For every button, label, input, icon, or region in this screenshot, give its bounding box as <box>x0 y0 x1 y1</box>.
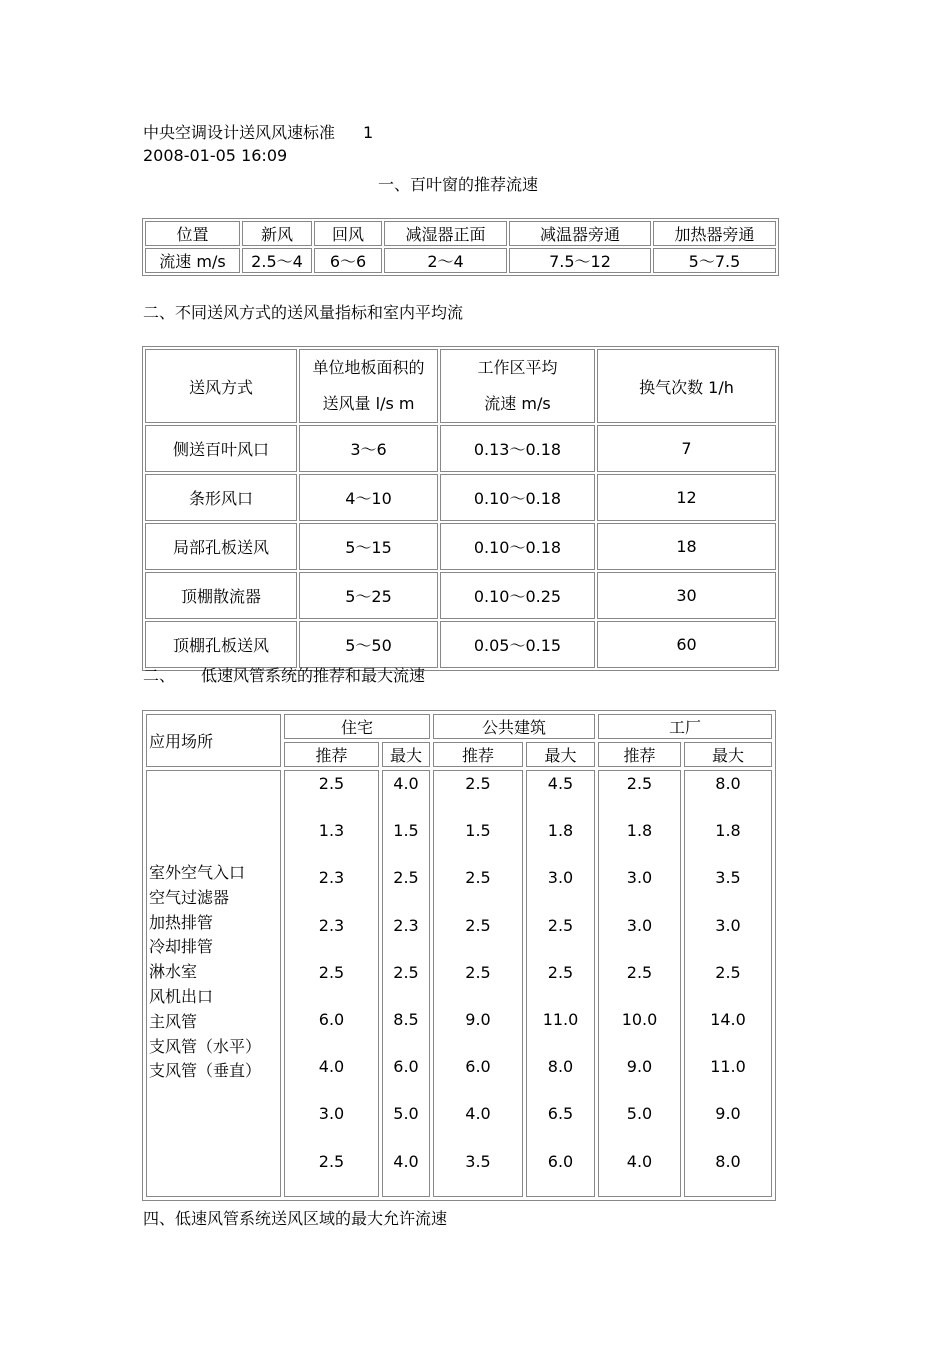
table-cell: 2.5～4 <box>242 248 312 273</box>
value-cell: 2.5 <box>393 962 419 982</box>
value-column <box>598 770 681 1197</box>
value-cell: 3.5 <box>715 868 741 888</box>
table-row <box>145 425 776 472</box>
value-cell: 4.0 <box>393 774 419 793</box>
value-cell: 1.5 <box>393 821 419 841</box>
value-cell: 1.8 <box>626 821 653 841</box>
value-cell: 3.0 <box>715 915 741 935</box>
value-cell: 5.0 <box>393 1104 419 1124</box>
application-header: 应用场所 <box>146 714 281 767</box>
value-cell: 1.8 <box>715 821 741 841</box>
value-cell: 6.0 <box>393 1057 419 1077</box>
value-cell: 1.3 <box>318 821 345 841</box>
col-header: 新风 <box>242 221 312 246</box>
value-cell: 2.5 <box>318 1151 345 1171</box>
value-cell: 2.3 <box>393 915 419 935</box>
subcol-header: 最大 <box>684 742 772 767</box>
table-cell: 0.10～0.25 <box>440 572 595 619</box>
value-cell: 10.0 <box>621 1009 658 1029</box>
table-row <box>145 621 776 668</box>
value-cell: 6.5 <box>547 1104 574 1124</box>
value-cell: 9.0 <box>626 1057 653 1077</box>
col-header-line: 单位地板面积的 <box>312 358 425 377</box>
table-cell: 局部孔板送风 <box>145 523 297 570</box>
col-header: 回风 <box>314 221 382 246</box>
value-cell: 4.0 <box>393 1151 419 1171</box>
value-cell: 3.0 <box>547 868 574 888</box>
table-header-row <box>146 714 772 739</box>
value-cell: 3.0 <box>626 915 653 935</box>
value-cell: 2.5 <box>465 774 491 793</box>
table-cell: 5～7.5 <box>653 248 776 273</box>
section2-heading: 二、不同送风方式的送风量指标和室内平均流 <box>143 303 464 322</box>
table-cell: 0.10～0.18 <box>440 523 595 570</box>
table-row <box>145 572 776 619</box>
table-cell: 0.13～0.18 <box>440 425 595 472</box>
title-text: 中央空调设计送风风速标准 <box>143 123 336 142</box>
value-cell: 14.0 <box>710 1009 746 1029</box>
col-header <box>440 349 595 423</box>
value-cell: 4.5 <box>547 774 574 793</box>
table-header-row <box>145 349 776 423</box>
col-header-line: 工作区平均 <box>477 358 558 377</box>
place-label: 空气过滤器 <box>149 887 230 907</box>
value-cell: 2.5 <box>465 868 491 888</box>
col-header: 送风方式 <box>145 349 297 423</box>
subcol-header: 推荐 <box>433 742 523 767</box>
col-header: 位置 <box>145 221 240 246</box>
value-cell: 2.5 <box>626 962 653 982</box>
table-cell: 5～15 <box>299 523 438 570</box>
place-label: 淋水室 <box>149 962 198 982</box>
duct-velocity-table <box>142 710 776 1201</box>
table-cell: 30 <box>597 572 776 619</box>
col-header: 减湿器正面 <box>384 221 507 246</box>
section1-heading: 一、百叶窗的推荐流速 <box>378 175 539 194</box>
value-cell: 2.5 <box>393 868 419 888</box>
subcol-header: 最大 <box>526 742 595 767</box>
table-cell: 7 <box>597 425 776 472</box>
value-cell: 9.0 <box>465 1009 491 1029</box>
value-column <box>684 770 772 1197</box>
value-cell: 4.0 <box>318 1057 345 1077</box>
table-cell: 12 <box>597 474 776 521</box>
table-row <box>145 474 776 521</box>
supply-air-table <box>142 346 779 671</box>
table-cell: 流速 m/s <box>145 248 240 273</box>
value-column <box>526 770 595 1197</box>
value-cell: 5.0 <box>626 1104 653 1124</box>
table-cell: 18 <box>597 523 776 570</box>
table-cell: 侧送百叶风口 <box>145 425 297 472</box>
table-cell: 6～6 <box>314 248 382 273</box>
table-cell: 5～25 <box>299 572 438 619</box>
value-cell: 2.5 <box>465 915 491 935</box>
value-cell: 1.8 <box>547 821 574 841</box>
place-label: 室外空气入口 <box>149 863 246 882</box>
title-number: 1 <box>363 123 374 142</box>
value-cell: 2.5 <box>318 774 345 793</box>
table-cell: 条形风口 <box>145 474 297 521</box>
table-cell: 0.05～0.15 <box>440 621 595 668</box>
value-cell: 3.5 <box>465 1151 491 1171</box>
value-cell: 2.5 <box>318 962 345 982</box>
value-cell: 2.3 <box>318 868 345 888</box>
value-cell: 2.5 <box>547 962 574 982</box>
table-header-row <box>145 221 776 246</box>
section4-heading: 四、低速风管系统送风区域的最大允许流速 <box>143 1209 448 1228</box>
value-cell: 11.0 <box>710 1057 746 1077</box>
section3-heading <box>143 663 425 686</box>
place-label: 主风管 <box>149 1011 198 1031</box>
value-cell: 8.5 <box>393 1009 419 1029</box>
value-cell: 2.3 <box>318 915 345 935</box>
table-cell: 4～10 <box>299 474 438 521</box>
subcol-header: 推荐 <box>598 742 681 767</box>
value-cell: 2.5 <box>715 962 741 982</box>
value-cell: 6.0 <box>465 1057 491 1077</box>
value-column <box>433 770 523 1197</box>
section3-heading-text: 低速风管系统的推荐和最大流速 <box>201 666 426 685</box>
value-cell: 8.0 <box>715 774 741 793</box>
document-title <box>143 120 373 143</box>
table-cell: 5～50 <box>299 621 438 668</box>
group-header: 住宅 <box>284 714 430 739</box>
document-date: 2008-01-05 16:09 <box>143 146 288 165</box>
col-header: 减温器旁通 <box>509 221 651 246</box>
value-cell: 2.5 <box>626 774 653 793</box>
value-cell: 8.0 <box>715 1151 741 1171</box>
value-cell: 3.0 <box>626 868 653 888</box>
place-label: 加热排管 <box>149 912 214 932</box>
table-row <box>145 248 776 273</box>
table-row <box>145 523 776 570</box>
place-label: 风机出口 <box>149 986 214 1006</box>
subcol-header: 推荐 <box>284 742 379 767</box>
value-column <box>284 770 379 1197</box>
table-cell: 顶棚孔板送风 <box>145 621 297 668</box>
value-cell: 6.0 <box>318 1009 345 1029</box>
table-cell: 3～6 <box>299 425 438 472</box>
group-header: 工厂 <box>598 714 772 739</box>
value-cell: 6.0 <box>547 1151 574 1171</box>
value-cell: 1.5 <box>465 821 491 841</box>
value-cell: 4.0 <box>626 1151 653 1171</box>
table-row <box>146 770 772 1197</box>
places-cell <box>146 770 281 1197</box>
louver-velocity-table <box>142 218 779 276</box>
value-cell: 3.0 <box>318 1104 345 1124</box>
value-cell: 11.0 <box>542 1009 579 1029</box>
col-header-line: 流速 m/s <box>484 394 551 413</box>
col-header-line: 送风量 l/s m <box>322 394 415 413</box>
section3-heading-number: 二、 <box>143 666 176 685</box>
place-label: 冷却排管 <box>149 937 214 957</box>
table-cell: 2～4 <box>384 248 507 273</box>
value-cell: 2.5 <box>547 915 574 935</box>
col-header: 加热器旁通 <box>653 221 776 246</box>
subcol-header: 最大 <box>382 742 430 767</box>
value-cell: 4.0 <box>465 1104 491 1124</box>
table-cell: 0.10～0.18 <box>440 474 595 521</box>
value-cell: 2.5 <box>465 962 491 982</box>
table-cell: 7.5～12 <box>509 248 651 273</box>
place-label: 支风管（水平） <box>149 1036 262 1056</box>
value-column <box>382 770 430 1197</box>
value-cell: 9.0 <box>715 1104 741 1124</box>
group-header: 公共建筑 <box>433 714 595 739</box>
value-cell: 8.0 <box>547 1057 574 1077</box>
col-header: 换气次数 1/h <box>597 349 776 423</box>
place-label: 支风管（垂直） <box>149 1061 262 1081</box>
col-header <box>299 349 438 423</box>
table-cell: 60 <box>597 621 776 668</box>
table-cell: 顶棚散流器 <box>145 572 297 619</box>
